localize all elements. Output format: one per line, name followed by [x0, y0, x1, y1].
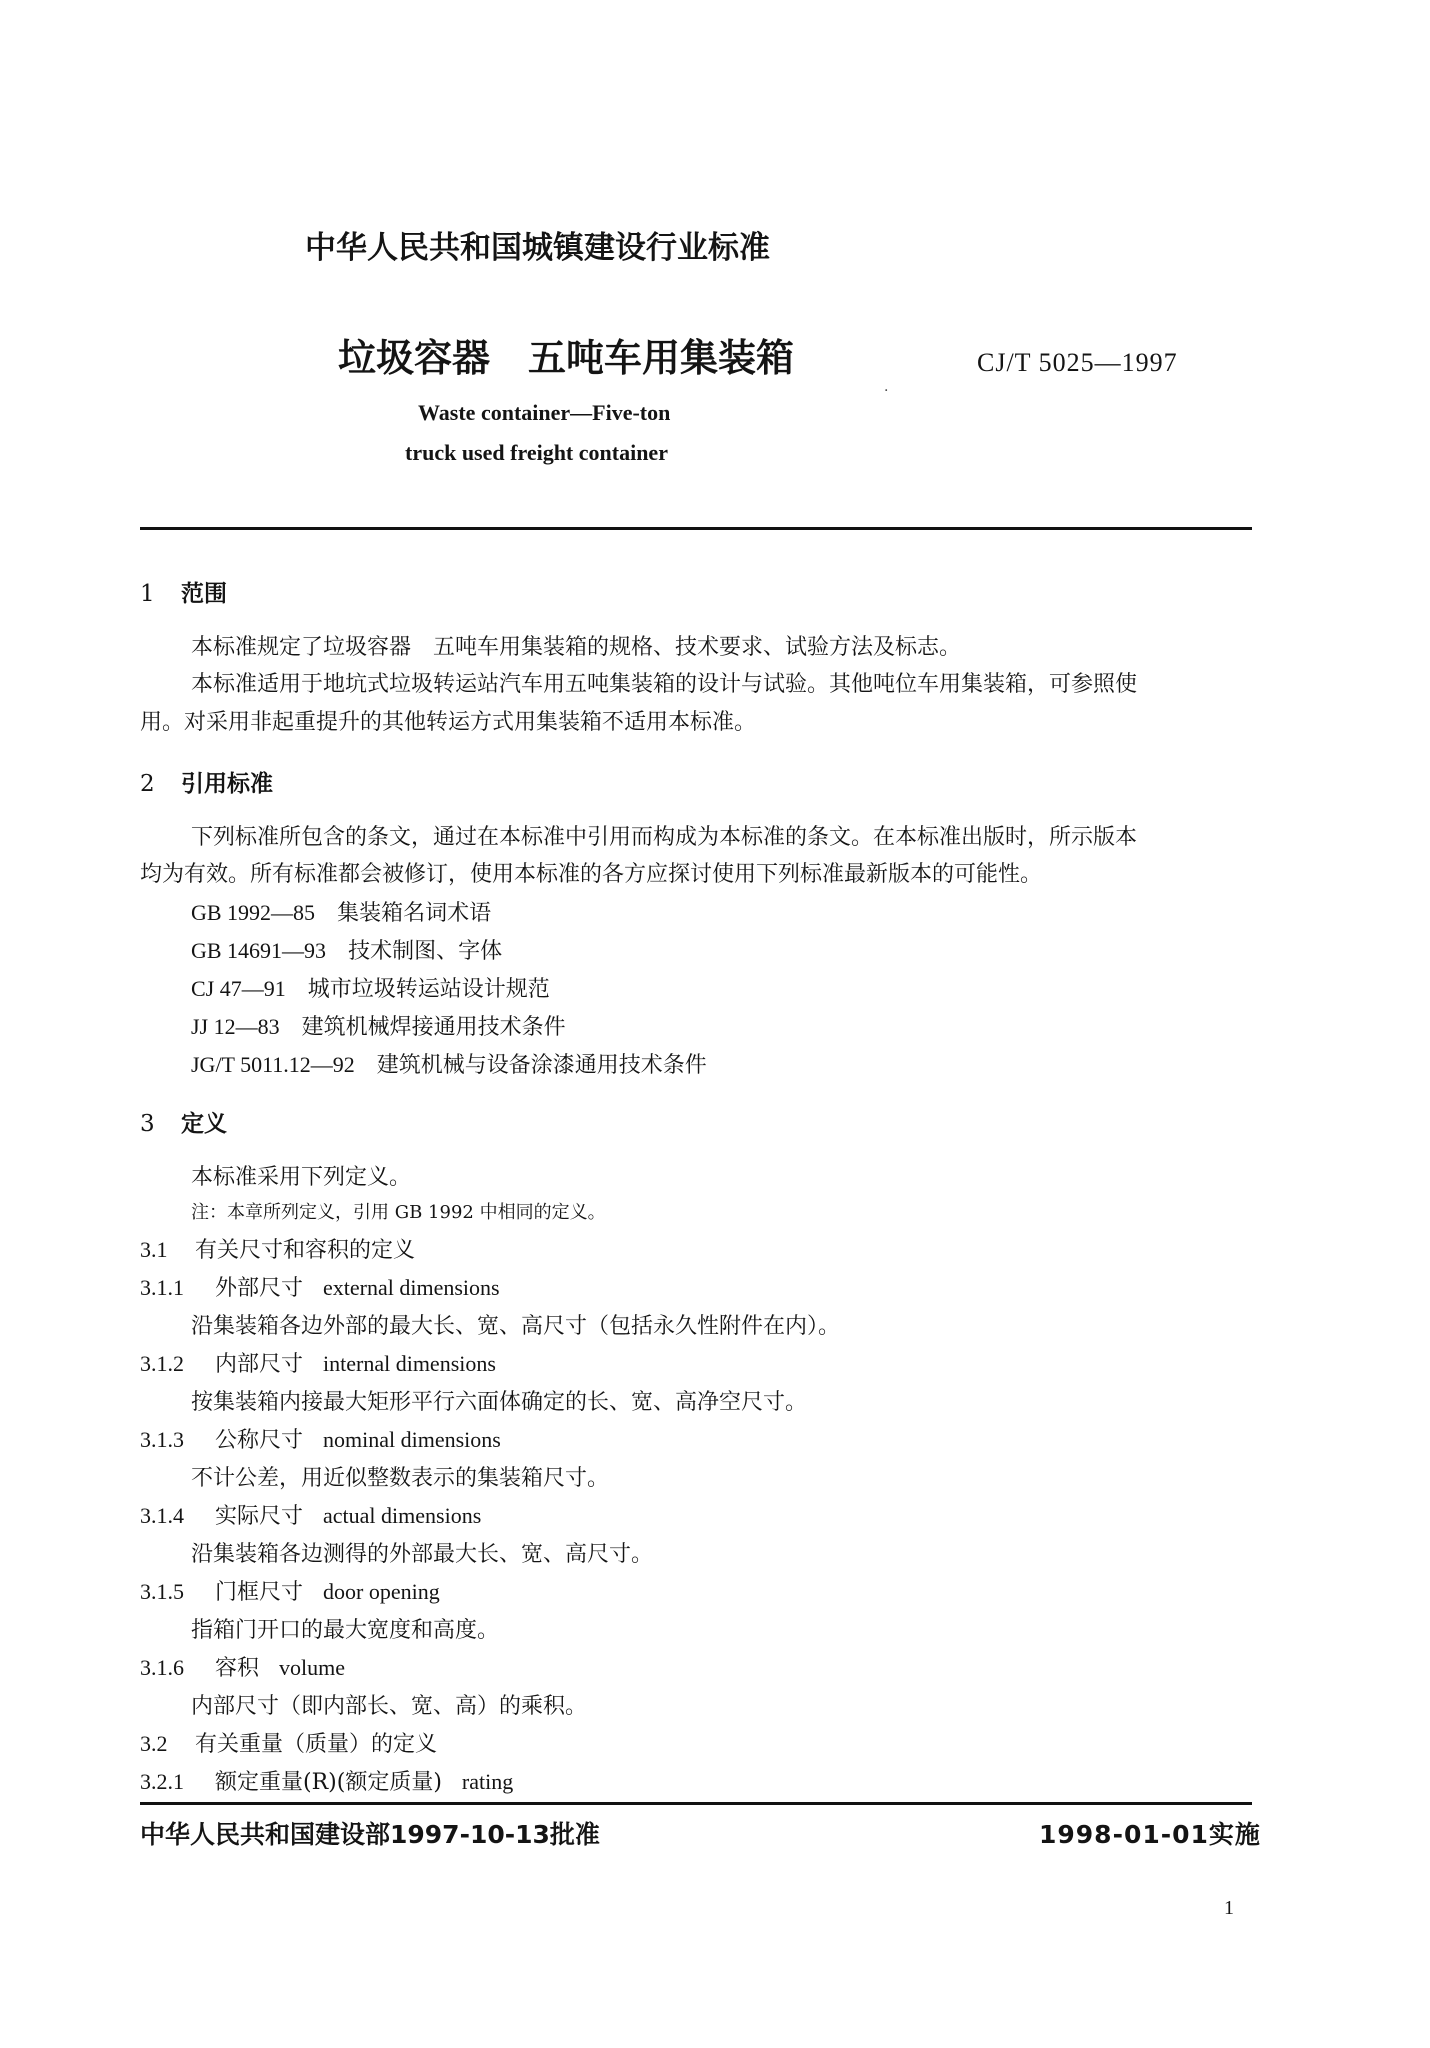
clause-number: 3.2.1: [140, 1769, 184, 1794]
section-2-para-line2: 均为有效。所有标准都会被修订，使用本标准的各方应探讨使用下列标准最新版本的可能性。: [140, 862, 1043, 887]
section-title: 范围: [181, 581, 227, 607]
approval-line: 中华人民共和国建设部1997-10-13批准: [140, 1820, 600, 1849]
section-1-para1: 本标准规定了垃圾容器 五吨车用集装箱的规格、技术要求、试验方法及标志。: [191, 635, 962, 660]
definition-term: [140, 1347, 496, 1378]
clause-number: 3.1.3: [140, 1427, 184, 1452]
reference-code: CJ 47—91: [191, 976, 286, 1001]
subsection-number: 3.1: [140, 1237, 168, 1262]
term-en: rating: [461, 1769, 514, 1794]
section-1-para2-line1: 本标准适用于地坑式垃圾转运站汽车用五吨集装箱的设计与试验。其他吨位车用集装箱，可参照使: [191, 672, 1138, 697]
page-number: 1: [1224, 1897, 1234, 1919]
term-en: nominal dimensions: [323, 1427, 501, 1452]
section-1-para2-line2: 用。对采用非起重提升的其他转运方式用集装箱不适用本标准。: [140, 710, 757, 735]
term-en: external dimensions: [323, 1275, 500, 1300]
term-zh: 公称尺寸: [215, 1428, 304, 1453]
reference-code: GB 1992—85: [191, 900, 316, 925]
effective-date: 1998-01-01实施: [1039, 1820, 1261, 1849]
term-en: actual dimensions: [323, 1503, 482, 1528]
clause-number: 3.1.2: [140, 1351, 184, 1376]
reference-item: [191, 934, 502, 965]
term-en: internal dimensions: [323, 1351, 496, 1376]
section-title: 引用标准: [181, 771, 273, 797]
clause-number: 3.1.4: [140, 1503, 184, 1528]
reference-item: [191, 972, 550, 1003]
definition-term: [140, 1651, 345, 1682]
term-zh: 容积: [215, 1656, 260, 1681]
clause-number: 3.1.5: [140, 1579, 184, 1604]
definition-desc: 指箱门开口的最大宽度和高度。: [191, 1618, 500, 1643]
definition-desc: 内部尺寸（即内部长、宽、高）的乘积。: [191, 1694, 588, 1719]
definition-desc: 沿集装箱各边测得的外部最大长、宽、高尺寸。: [191, 1542, 654, 1567]
subsection-title: 有关重量（质量）的定义: [195, 1732, 438, 1757]
section-1-heading: [140, 575, 227, 608]
term-zh: 实际尺寸: [215, 1504, 304, 1529]
stray-dot: ·: [884, 383, 889, 399]
definition-term: [140, 1499, 481, 1530]
term-zh: 内部尺寸: [215, 1352, 304, 1377]
subsection-3-2: [140, 1727, 437, 1758]
definition-desc: 不计公差，用近似整数表示的集装箱尺寸。: [191, 1466, 610, 1491]
definition-term: [140, 1765, 513, 1796]
top-rule: [140, 527, 1252, 530]
section-3-note: 注：本章所列定义，引用 GB 1992 中相同的定义。: [191, 1202, 606, 1223]
term-zh: 外部尺寸: [215, 1276, 304, 1301]
section-number: 3: [140, 1111, 155, 1137]
definition-desc: 按集装箱内接最大矩形平行六面体确定的长、宽、高净空尺寸。: [191, 1390, 808, 1415]
bottom-rule: [140, 1802, 1252, 1805]
term-zh: 额定重量(R)(额定质量): [215, 1770, 442, 1795]
document-title: 垃圾容器 五吨车用集装箱: [338, 336, 795, 380]
english-title-line2: truck used freight container: [405, 440, 668, 465]
section-3-heading: [140, 1105, 227, 1138]
reference-name: 城市垃圾转运站设计规范: [307, 977, 550, 1002]
subsection-3-1: [140, 1233, 415, 1264]
reference-item: [191, 896, 491, 927]
section-2-heading: [140, 765, 273, 798]
definition-desc: 沿集装箱各边外部的最大长、宽、高尺寸（包括永久性附件在内）。: [191, 1314, 841, 1339]
issuer-heading: 中华人民共和国城镇建设行业标准: [305, 230, 770, 266]
english-title-line1: Waste container—Five-ton: [418, 400, 671, 425]
reference-name: 集装箱名词术语: [337, 901, 492, 926]
section-title: 定义: [181, 1111, 227, 1137]
reference-item: [191, 1010, 566, 1041]
section-number: 1: [140, 581, 155, 607]
section-3-intro: 本标准采用下列定义。: [191, 1165, 412, 1190]
reference-name: 建筑机械与设备涂漆通用技术条件: [376, 1053, 707, 1078]
reference-item: [191, 1048, 707, 1079]
reference-code: JJ 12—83: [191, 1014, 280, 1039]
clause-number: 3.1.6: [140, 1655, 184, 1680]
definition-term: [140, 1575, 440, 1606]
term-en: volume: [279, 1655, 346, 1680]
reference-code: JG/T 5011.12—92: [191, 1052, 355, 1077]
term-en: door opening: [323, 1579, 440, 1604]
term-zh: 门框尺寸: [215, 1580, 304, 1605]
definition-term: [140, 1271, 500, 1302]
reference-name: 建筑机械焊接通用技术条件: [301, 1015, 566, 1040]
subsection-number: 3.2: [140, 1731, 168, 1756]
standard-code: CJ/T 5025—1997: [977, 348, 1178, 377]
clause-number: 3.1.1: [140, 1275, 184, 1300]
reference-name: 技术制图、字体: [348, 939, 503, 964]
reference-code: GB 14691—93: [191, 938, 327, 963]
section-number: 2: [140, 771, 155, 797]
section-2-para-line1: 下列标准所包含的条文，通过在本标准中引用而构成为本标准的条文。在本标准出版时，所示版本: [191, 825, 1138, 850]
subsection-title: 有关尺寸和容积的定义: [195, 1238, 416, 1263]
definition-term: [140, 1423, 501, 1454]
